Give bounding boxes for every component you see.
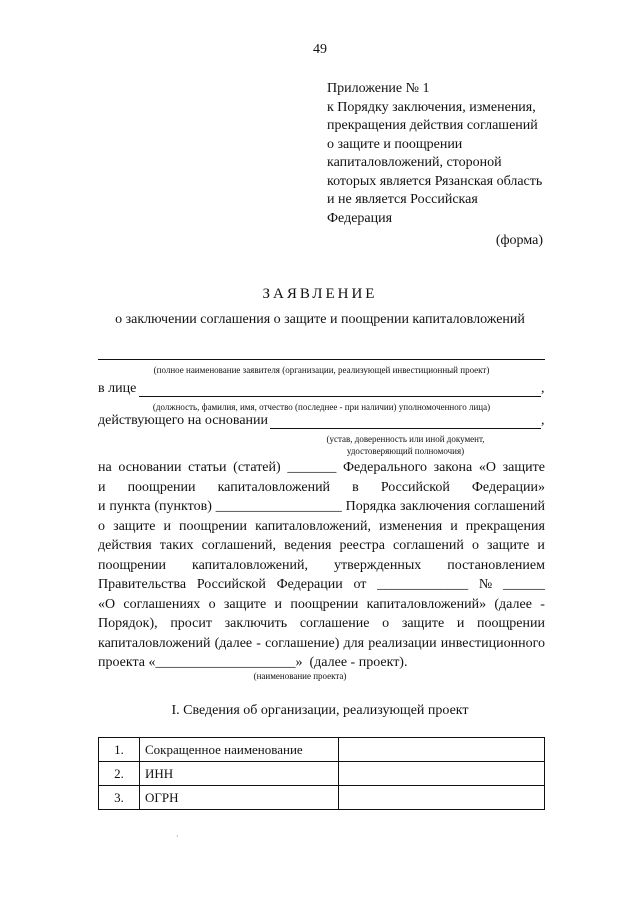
body-word: таких (159, 538, 194, 553)
body-word: в (352, 479, 359, 495)
document-title: ЗАЯВЛЕНИЕ (262, 286, 378, 302)
basis-caption: удостоверяющий полномочия) (346, 446, 465, 456)
body-line (98, 458, 545, 478)
appendix-block (327, 80, 557, 228)
body-word: капиталовложений, (191, 557, 308, 573)
row-value-cell[interactable] (339, 738, 545, 762)
body-word: соглашениях (123, 596, 201, 612)
body-word: и (98, 499, 106, 514)
body-word: от (353, 577, 367, 592)
body-word: Порядок), (98, 616, 158, 631)
body-line (98, 595, 545, 615)
body-word: ______ (502, 577, 545, 592)
body-word: капиталовложений, (255, 518, 372, 534)
body-paragraph (98, 458, 545, 673)
row-value-cell[interactable] (339, 762, 545, 786)
body-word: поощрении (290, 596, 359, 612)
body-word: реализации (368, 635, 437, 651)
body-word: защите (113, 518, 156, 534)
body-word: о (382, 616, 390, 631)
section-title: I. Сведения об организации, реализующей проект (171, 703, 469, 718)
row-label: Сокращенное наименование (140, 738, 339, 762)
appendix-line: Федерация (327, 210, 393, 226)
appendix-line: и не является Российская (327, 192, 478, 207)
body-line (98, 556, 545, 576)
in-person-comma: , (541, 381, 545, 396)
table-row (99, 738, 545, 762)
document-subtitle: о заключении соглашения о защите и поощрении капиталовложений (115, 312, 525, 327)
body-word: о (471, 538, 479, 553)
body-word: - (256, 635, 261, 651)
body-word: поощрении (98, 557, 166, 573)
body-word: поощрении (477, 616, 545, 631)
body-word: и (163, 518, 171, 534)
body-word: (далее (214, 635, 253, 651)
body-word: и (274, 596, 283, 612)
table-row (99, 786, 545, 810)
table-row (99, 762, 545, 786)
body-word: утвержденных (333, 557, 422, 573)
form-label: (форма) (495, 233, 543, 248)
body-word: __________________ (215, 499, 342, 514)
body-word: «О (98, 596, 116, 612)
row-value-cell[interactable] (339, 786, 545, 810)
body-word: пункта (109, 499, 151, 514)
body-word: защите (401, 616, 445, 631)
body-word: капиталовложений» (366, 596, 487, 612)
body-word: о (98, 518, 105, 534)
row-label: ИНН (140, 762, 339, 786)
body-word: реестра (339, 538, 385, 553)
body-line (98, 575, 545, 595)
appendix-line: прекращения действия соглашений (327, 118, 538, 133)
body-line (98, 478, 545, 498)
body-word: защите (487, 538, 530, 553)
body-line (98, 536, 545, 556)
page-number: 49 (313, 42, 327, 57)
body-word: о (208, 596, 216, 612)
body-word: соглашение) (265, 635, 340, 651)
body-word: Федерации (276, 577, 343, 592)
appendix-line: капиталовложений, стороной (327, 155, 502, 170)
body-word: _____________ (377, 577, 469, 592)
body-word: и (456, 616, 465, 631)
body-word: и (450, 518, 458, 534)
body-word: соглашений, (201, 538, 277, 553)
row-number: 2. (99, 762, 140, 786)
basis-caption: (устав, доверенность или иной документ, (326, 434, 485, 444)
body-word: Федерального (342, 460, 427, 475)
body-word: закона (433, 460, 473, 475)
body-word: действия (98, 538, 152, 553)
basis-label: действующего на основании (98, 413, 269, 428)
body-word: Порядка (345, 499, 397, 514)
row-number: 3. (99, 786, 140, 810)
body-word: _______ (287, 460, 337, 475)
body-word: соглашений (474, 499, 545, 514)
body-word: для (343, 635, 365, 651)
body-word: постановлением (447, 557, 545, 573)
body-word: Федерации» (471, 479, 545, 495)
body-line (98, 517, 545, 537)
basis-comma: , (541, 413, 545, 428)
body-word: заключить (224, 616, 288, 631)
body-word: Российской (380, 479, 450, 495)
body-word: статьи (188, 460, 227, 475)
body-word: основании (118, 460, 182, 475)
body-word: и (537, 538, 545, 553)
body-word: защите (223, 596, 267, 612)
body-word: (статей) (233, 460, 281, 475)
body-word: изменения (379, 518, 443, 534)
body-word: поощрении (179, 518, 248, 534)
applicant-name-caption: (полное наименование заявителя (организации, реализующей инвестиционный проект) (153, 365, 490, 375)
body-word: «О (478, 460, 496, 475)
body-word: соглашение (299, 616, 370, 631)
body-word: поощрении (127, 479, 196, 495)
body-word: прекращения (465, 518, 545, 534)
in-person-label: в лице (98, 381, 137, 396)
applicant-name-line[interactable] (98, 359, 545, 360)
basis-line[interactable] (270, 428, 541, 429)
appendix-line: о защите и поощрении (327, 136, 463, 152)
body-word: инвестиционного (440, 635, 545, 651)
body-word: (пунктов) (154, 499, 212, 514)
body-word: (далее (494, 596, 532, 612)
body-word: заключения (400, 499, 471, 514)
body-word: капиталовложений (217, 479, 331, 495)
body-word: капиталовложений (98, 635, 211, 651)
body-word: Правительства (98, 577, 187, 592)
in-person-line[interactable] (139, 396, 541, 397)
body-line (98, 634, 545, 654)
body-word: Российской (196, 577, 266, 592)
body-word: ведения (284, 538, 332, 553)
body-word: на (98, 460, 112, 475)
organization-info-table (98, 737, 545, 810)
body-word: просит (170, 616, 212, 631)
body-word: № (478, 577, 493, 592)
appendix-line: Приложение № 1 (327, 81, 430, 96)
appendix-line: которых является Рязанская область (327, 173, 543, 189)
row-label: ОГРН (140, 786, 339, 810)
body-line (98, 614, 545, 634)
body-word: и (98, 479, 106, 495)
appendix-line: к Порядку заключения, изменения, (327, 99, 536, 115)
in-person-caption: (должность, фамилия, имя, отчество (последнее - при наличии) уполномоченного лица) (152, 402, 491, 412)
body-word: соглашений (392, 538, 464, 553)
body-word: - (540, 596, 545, 612)
project-caption: (наименование проекта) (253, 671, 347, 681)
body-line (98, 497, 545, 517)
row-number: 1. (99, 738, 140, 762)
body-last-line: проекта «____________________» (далее - проект). (98, 655, 408, 670)
body-word: защите (502, 460, 545, 475)
scan-speck: · (176, 832, 179, 841)
